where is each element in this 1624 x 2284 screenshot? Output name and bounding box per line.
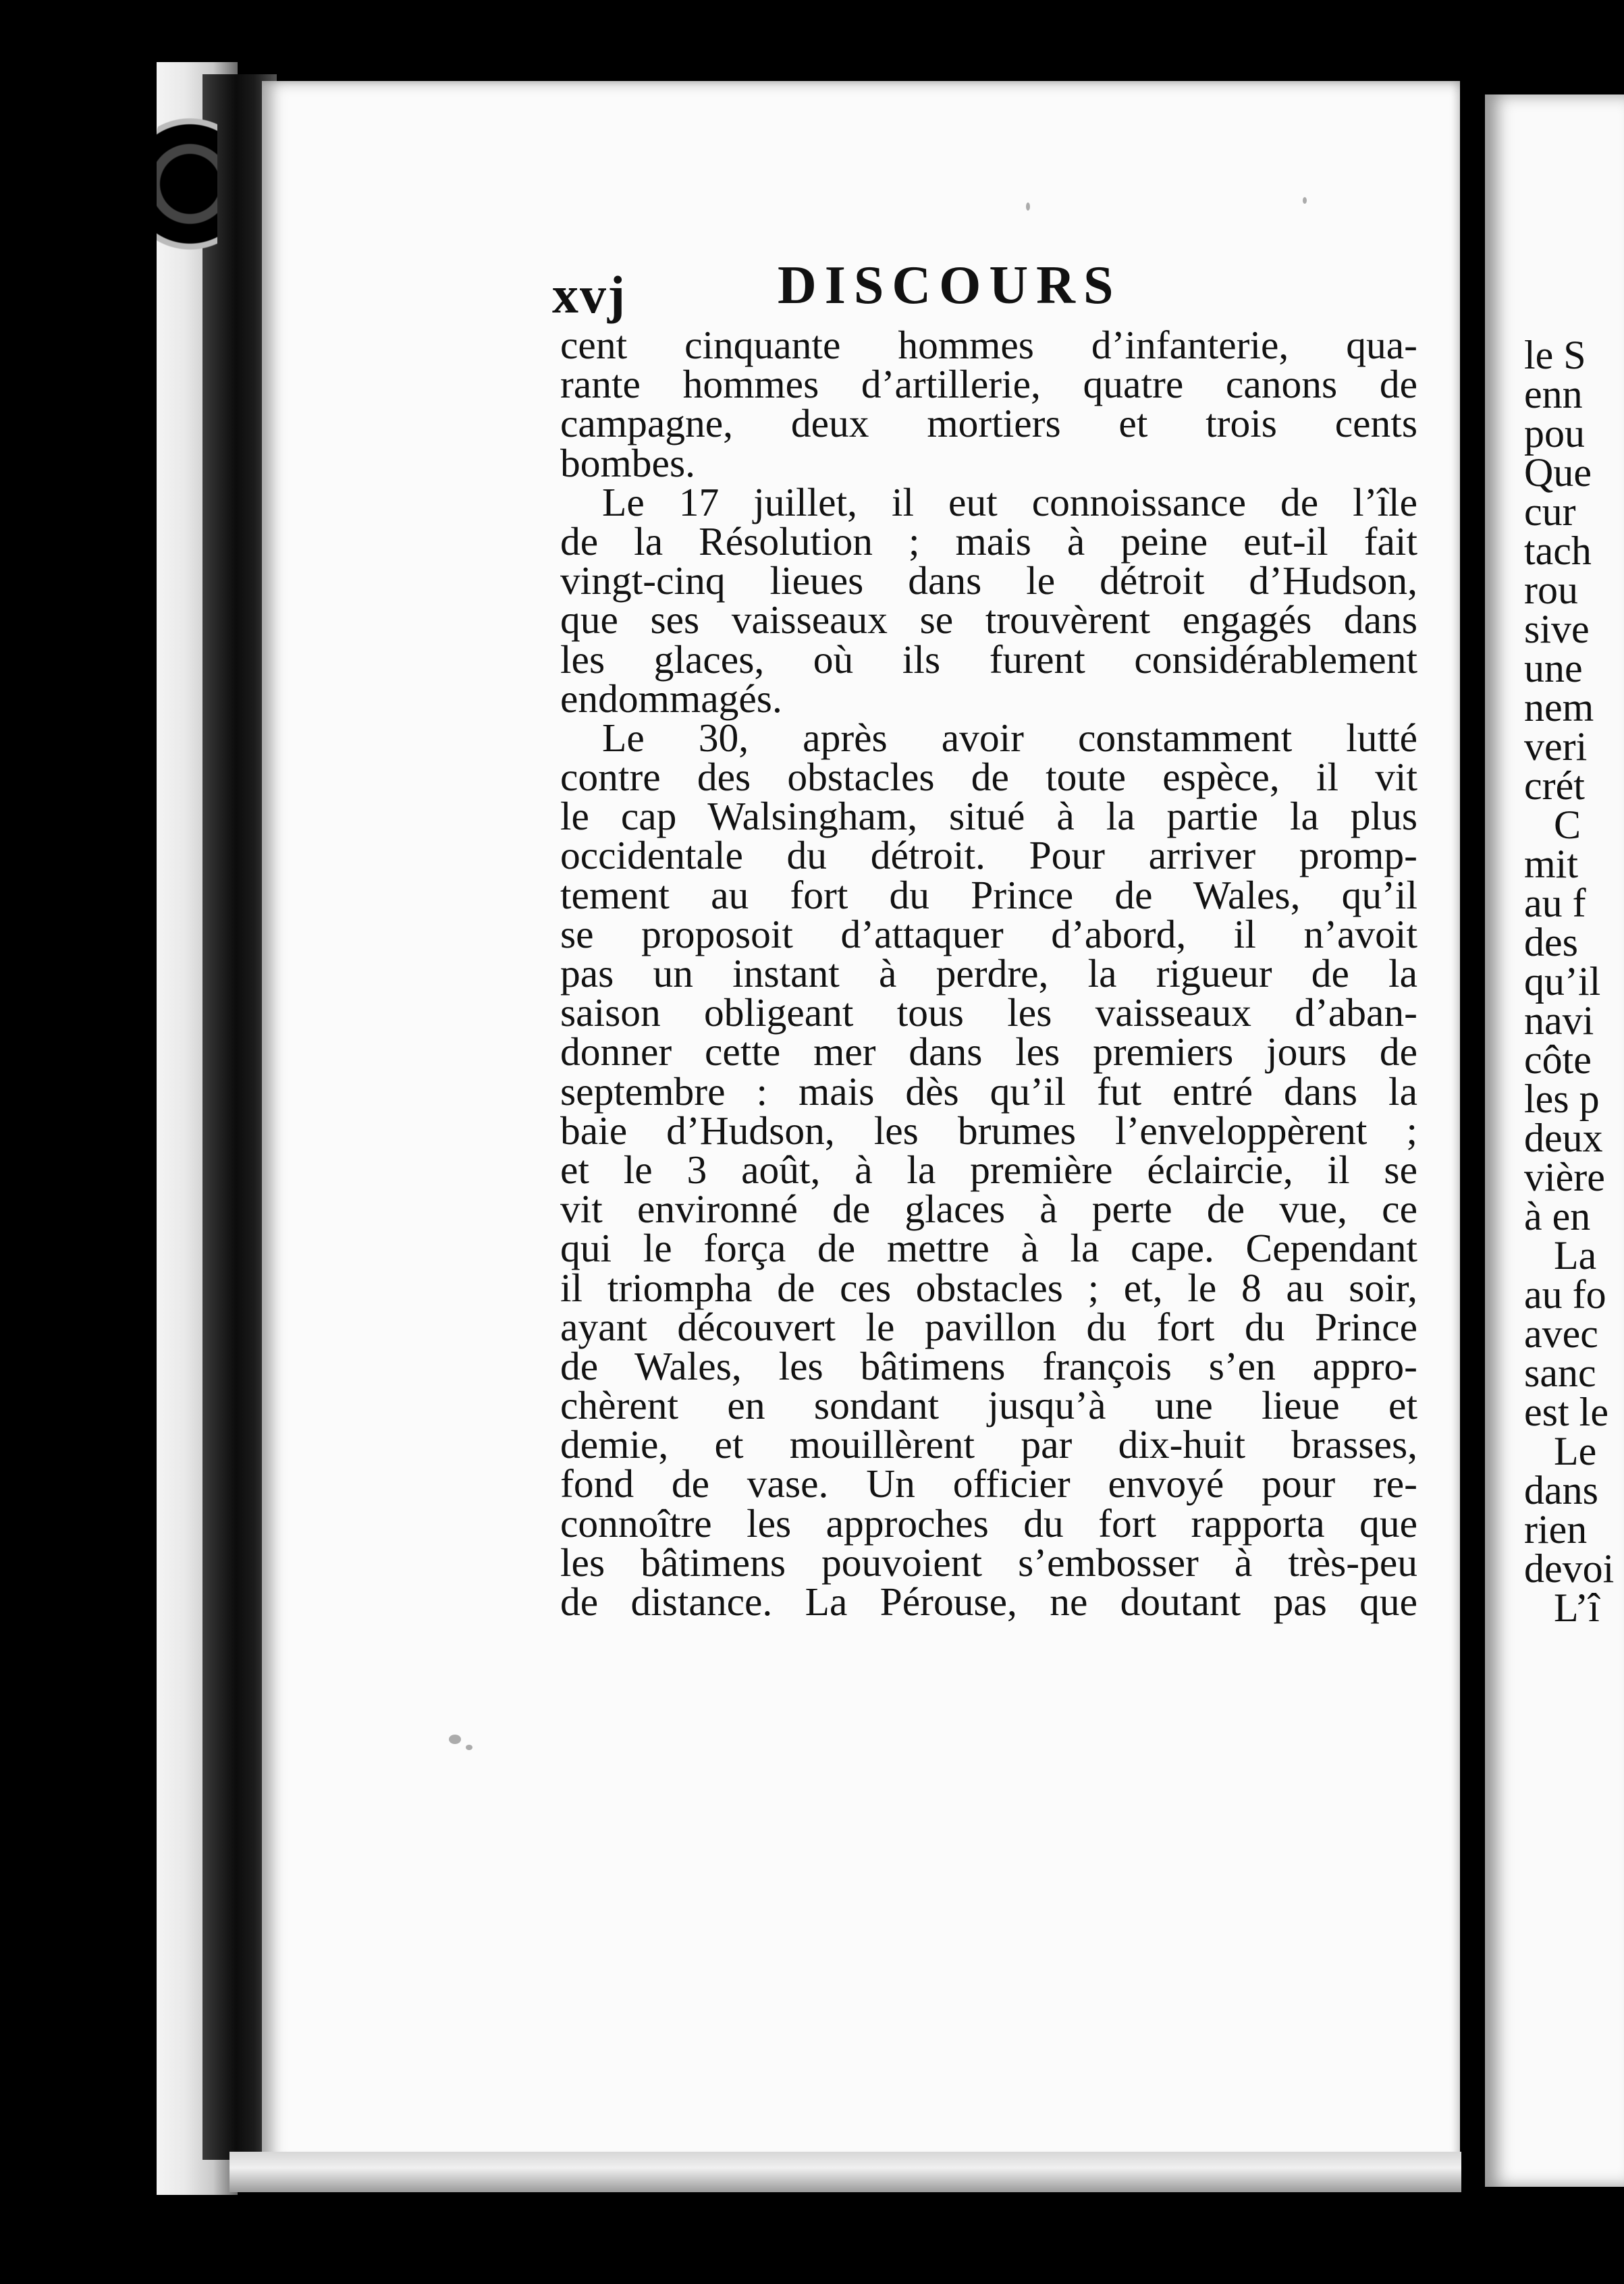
adjacent-page-line: mit [1524, 842, 1579, 886]
text-line: pas un instant à perdre, la rigueur de la [560, 951, 1417, 996]
text-line: ayant découvert le pavillon du fort du Prince [560, 1304, 1417, 1349]
adjacent-page-line: C [1554, 803, 1581, 847]
text-line: de la Résolution ; mais à peine eut-il fait [560, 518, 1417, 564]
text-line: connoître les approches du fort rapporta que [560, 1500, 1417, 1546]
text-line: de distance. La Pérouse, ne doutant pas que [560, 1579, 1417, 1624]
adjacent-page-line: vière [1524, 1155, 1605, 1199]
adjacent-page-line: Le [1554, 1429, 1597, 1473]
adjacent-page-line: devoi [1524, 1546, 1615, 1591]
adjacent-page-line: tach [1524, 528, 1592, 573]
text-line: tement au fort du Prince de Wales, qu’il [560, 872, 1417, 917]
adjacent-page-line: le S [1524, 333, 1586, 377]
adjacent-page-line: une [1524, 646, 1583, 690]
paper-speck [1026, 202, 1030, 211]
adjacent-page-line: rien [1524, 1507, 1588, 1552]
adjacent-page-line: dans [1524, 1468, 1598, 1513]
text-line: et le 3 août, à la première éclaircie, il se [560, 1147, 1417, 1192]
page-number: xvj [552, 265, 626, 324]
text-line: vingt-cinq lieues dans le détroit d’Hudson, [560, 558, 1417, 603]
adjacent-page-line: est le [1524, 1390, 1608, 1434]
adjacent-page-line: sive [1524, 607, 1590, 651]
adjacent-page-line: qu’il [1524, 959, 1601, 1004]
adjacent-page-line: rou [1524, 568, 1578, 612]
adjacent-page-line: à en [1524, 1194, 1591, 1239]
adjacent-page-line: La [1554, 1233, 1597, 1278]
text-line: cent cinquante hommes d’infanterie, qua- [560, 323, 1417, 367]
clasp-ornament-icon [157, 108, 217, 277]
adjacent-page-line: crét [1524, 763, 1585, 808]
adjacent-page-line: les p [1524, 1077, 1600, 1121]
text-line: qui le força de mettre à la cape. Cependant [560, 1226, 1417, 1271]
text-line: demie, et mouillèrent par dix-huit brasses, [560, 1422, 1417, 1467]
text-line: septembre : mais dès qu’il fut entré dans la [560, 1068, 1417, 1114]
text-line: que ses vaisseaux se trouvèrent engagés dans [560, 597, 1417, 643]
adjacent-page-line: avec [1524, 1311, 1598, 1356]
adjacent-page-line: L’î [1554, 1585, 1600, 1630]
adjacent-page-line: veri [1524, 724, 1588, 769]
paper-speck [466, 1745, 472, 1750]
text-line: occidentale du détroit. Pour arriver promp- [560, 833, 1417, 878]
text-line: donner cette mer dans les premiers jours de [560, 1029, 1417, 1075]
adjacent-page [1485, 94, 1624, 2187]
paper-speck [449, 1735, 461, 1744]
adjacent-page-line: deux [1524, 1116, 1603, 1160]
text-line: baie d’Hudson, les brumes l’enveloppèrent ; [560, 1108, 1417, 1153]
text-line: il triompha de ces obstacles ; et, le 8 au soir, [560, 1265, 1417, 1310]
text-line: campagne, deux mortiers et trois cents [560, 401, 1417, 446]
text-line: se proposoit d’attaquer d’abord, il n’avoit [560, 911, 1417, 956]
adjacent-page-line: navi [1524, 998, 1594, 1043]
adjacent-page-line: Que [1524, 450, 1592, 495]
text-line: endommagés. [560, 676, 782, 721]
page-bottom-edge [229, 2152, 1461, 2192]
text-line: bombes. [560, 440, 695, 485]
adjacent-page-line: nem [1524, 685, 1594, 730]
text-line: rante hommes d’artillerie, quatre canons de [560, 362, 1417, 407]
text-line: contre des obstacles de toute espèce, il vit [560, 755, 1417, 800]
text-line: les bâtimens pouvoient s’embosser à très-peu [560, 1540, 1417, 1585]
adjacent-page-line: au f [1524, 881, 1586, 925]
text-line: vit environné de glaces à perte de vue, ce [560, 1187, 1417, 1232]
text-line: Le 30, après avoir constamment lutté [602, 715, 1417, 760]
adjacent-page-line: côte [1524, 1037, 1592, 1082]
text-line: saison obligeant tous les vaisseaux d’aban- [560, 990, 1417, 1035]
adjacent-page-line: pou [1524, 411, 1585, 456]
text-line: les glaces, où ils furent considérablement [560, 636, 1417, 682]
text-line: Le 17 juillet, il eut connoissance de l’île [602, 479, 1417, 524]
text-line: de Wales, les bâtimens françois s’en appro- [560, 1343, 1417, 1388]
text-line: le cap Walsingham, situé à la partie la plus [560, 794, 1417, 839]
text-line: chèrent en sondant jusqu’à une lieue et [560, 1383, 1417, 1428]
adjacent-page-line: au fo [1524, 1272, 1606, 1317]
body-text [560, 323, 1417, 1624]
adjacent-page-line: des [1524, 920, 1578, 964]
adjacent-page-line: cur [1524, 489, 1576, 534]
running-head: DISCOURS [778, 256, 1122, 315]
adjacent-page-line: sanc [1524, 1351, 1596, 1395]
paper-speck [1303, 197, 1307, 204]
text-line: fond de vase. Un officier envoyé pour re- [560, 1461, 1417, 1506]
adjacent-page-line: enn [1524, 372, 1583, 416]
